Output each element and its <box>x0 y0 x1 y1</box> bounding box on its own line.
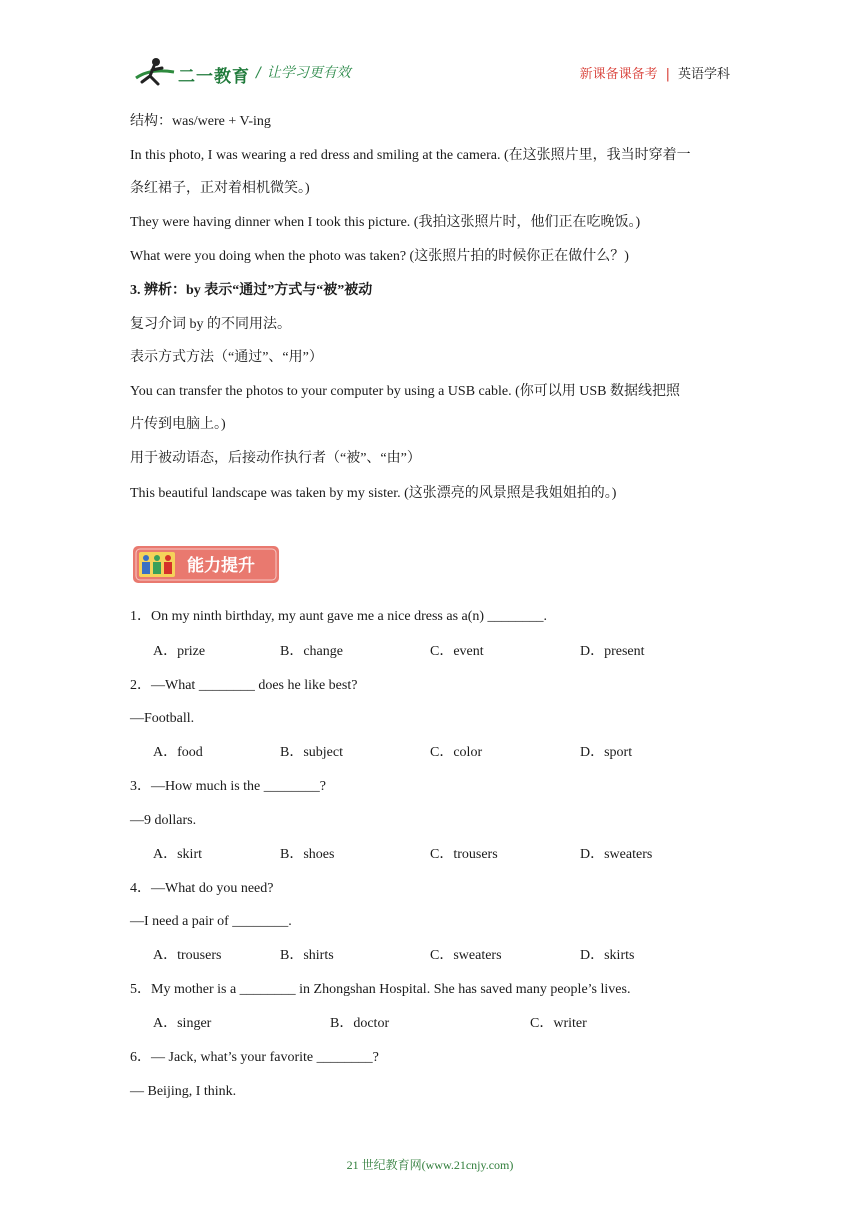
text-line: This beautiful landscape was taken by my sister. (这张漂亮的风景照是我姐姐拍的。) <box>130 486 617 501</box>
option: A．skirt <box>153 847 202 862</box>
option: B．shirts <box>280 948 334 963</box>
text-line: In this photo, I was wearing a red dress and smiling at the camera. (在这张照片里，我当时穿着一 <box>130 148 691 163</box>
question-stem: 1．On my ninth birthday, my aunt gave me a nice dress as a(n) ________. <box>130 609 548 624</box>
option: A．prize <box>153 644 206 659</box>
slogan: / 让学习更有效 <box>256 65 351 81</box>
question-stem: 3．—How much is the ________? <box>130 779 326 794</box>
text-line: 条红裙子，正对着相机微笑。) <box>130 181 310 196</box>
header-tag: 新课备课备考 <box>579 67 658 82</box>
page-footer: 21 世纪教育网(www.21cnjy.com) <box>346 1158 514 1172</box>
question-stem: 5．My mother is a ________ in Zhongshan Hospital. She has saved many people’s lives. <box>130 982 631 997</box>
option: B．shoes <box>280 847 335 862</box>
text-line: 复习介词 by 的不同用法。 <box>130 317 291 332</box>
header-right <box>580 63 730 82</box>
option: A．trousers <box>153 948 222 963</box>
question-stem: 4．—What do you need? <box>130 881 274 896</box>
option: B．doctor <box>330 1016 390 1031</box>
option: C．event <box>430 644 484 659</box>
section-heading: 3. 辨析：by 表示“通过”方式与“被”被动 <box>130 283 373 298</box>
text-line: 结构：was/were + V-ing <box>130 114 271 129</box>
question-stem: 6．— Jack, what’s your favorite ________? <box>130 1050 379 1065</box>
option: C．color <box>430 745 483 760</box>
option: C．sweaters <box>430 948 502 963</box>
option: D．skirts <box>580 948 635 963</box>
people-icon <box>139 552 175 577</box>
option: D．sweaters <box>580 847 653 862</box>
header-subject: 英语学科 <box>677 67 730 82</box>
text-line: 用于被动语态，后接动作执行者（“被”、“由”） <box>130 451 421 466</box>
section-badge <box>133 546 279 583</box>
text-line: What were you doing when the photo was taken? (这张照片拍的时候你正在做什么？) <box>130 249 629 264</box>
question-answer-line: — Beijing, I think. <box>130 1084 237 1099</box>
option: C．writer <box>530 1016 587 1031</box>
question-answer-line: —I need a pair of ________. <box>130 914 292 929</box>
option: D．sport <box>580 745 633 760</box>
question-answer-line: —Football. <box>130 711 195 726</box>
page-header <box>130 56 730 92</box>
badge-label: 能力提升 <box>187 556 255 576</box>
question-stem: 2．—What ________ does he like best? <box>130 678 358 693</box>
option: A．singer <box>153 1016 212 1031</box>
text-line: They were having dinner when I took this picture. (我拍这张照片时，他们正在吃晚饭。) <box>130 215 641 230</box>
text-line: You can transfer the photos to your computer by using a USB cable. (你可以用 USB 数据线把照 <box>130 384 680 399</box>
header-divider: | <box>665 67 670 82</box>
option: A．food <box>153 745 203 760</box>
question-answer-line: —9 dollars. <box>130 813 197 828</box>
option: D．present <box>580 644 645 659</box>
text-line: 片传到电脑上。) <box>130 417 226 432</box>
option: B．change <box>280 644 343 659</box>
text-line: 表示方式方法（“通过”、“用”） <box>130 350 323 365</box>
logo-text: 二一教育 <box>178 67 250 87</box>
option: C．trousers <box>430 847 498 862</box>
option: B．subject <box>280 745 343 760</box>
